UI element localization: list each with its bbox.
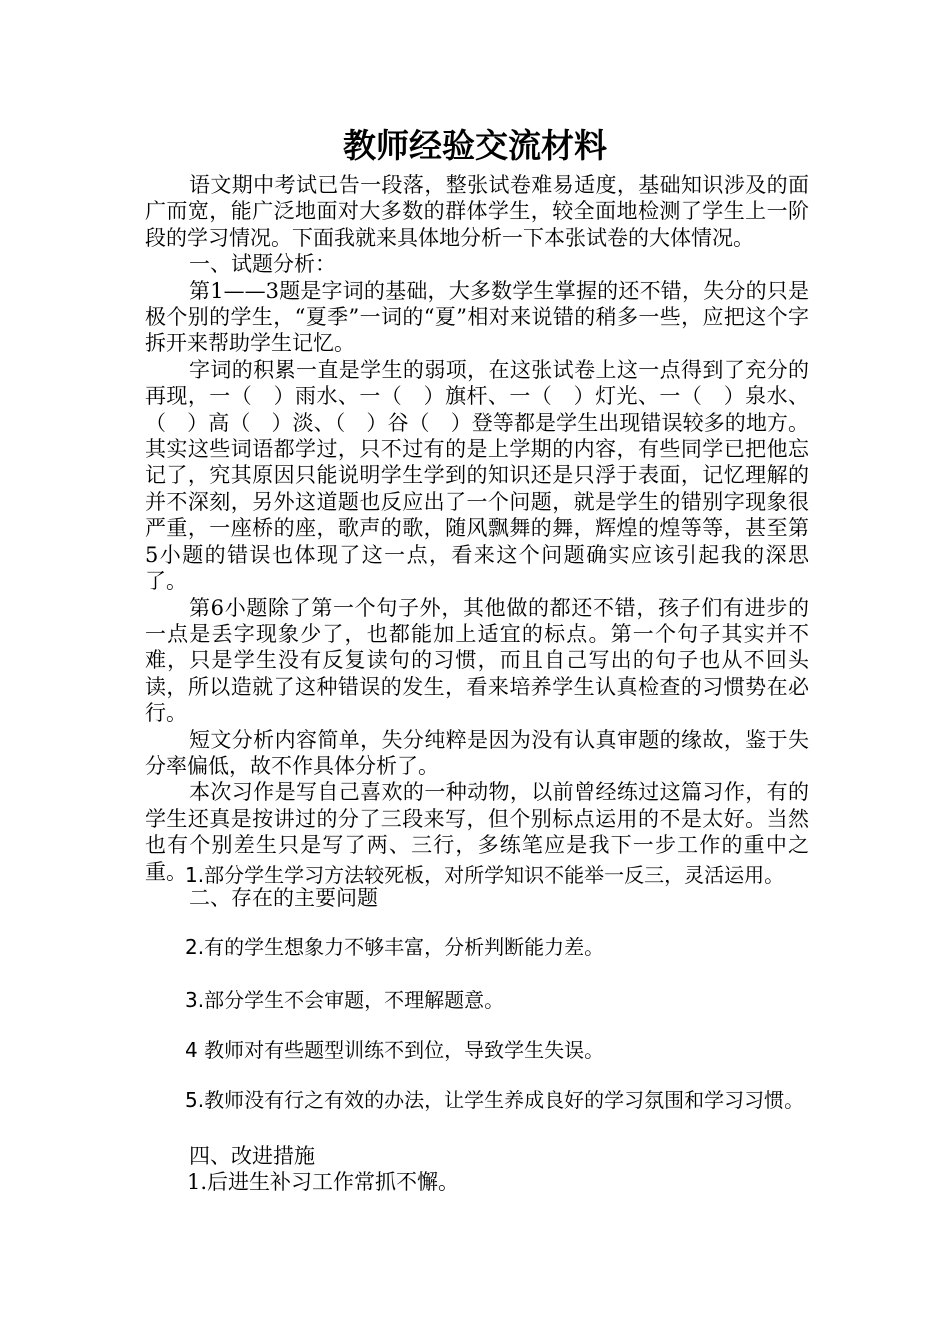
problem-item: 2.有的学生想象力不够丰富，分析判断能力差。 xyxy=(185,935,605,959)
problem-item: 5.教师没有行之有效的办法，让学生养成良好的学习氛围和学习习惯。 xyxy=(185,1088,805,1112)
measure-item: 1.后进生补习工作常抓不懈。 xyxy=(187,1170,460,1195)
paragraph-q6: 第6小题除了第一个句子外，其他做的都还不错，孩子们有进步的一点是丢字现象少了，也都能加上适宜的标点。第一个句子其实并不难，只是学生没有反复读句的习惯，而且自己写出的句子也从不回头读，所以造就了这种错误的发生，看来培养学生认真检查的习惯势在必行。 xyxy=(145,595,809,726)
problem-item: 4 教师对有些题型训练不到位，导致学生失误。 xyxy=(185,1038,605,1062)
document-title: 教师经验交流材料 xyxy=(343,126,607,165)
paragraph-vocabulary: 字词的积累一直是学生的弱项，在这张试卷上这一点得到了充分的再现，一（ ）雨水、一（ ）旗杆、一（ ）灯光、一（ ）泉水、（ ）高（ ）淡、（ ）谷（ ）登等都是学生出现错误较多的地方。其实这些词语都学过，只不过有的是上学期的内容，有些同学已把他忘记了，究其原因只能说明学生学到的知识还是只浮于表面，记忆理解的并不深刻，另外这道题也反应出了一个问题，就是学生的错别字现象很严重，一座桥的座，歌声的歌，随风飘舞的舞，辉煌的煌等等，甚至第5小题的错误也体现了这一点，看来这个问题确实应该引起我的深思了。 xyxy=(145,357,809,594)
paragraph-reading: 短文分析内容简单，失分纯粹是因为没有认真审题的缘故，鉴于失分率偏低，故不作具体分析了。 xyxy=(145,727,809,778)
measures-section xyxy=(145,1143,809,1196)
paragraph-intro: 语文期中考试已告一段落，整张试卷难易适度，基础知识涉及的面广而宽，能广泛地面对大多数的群体学生，较全面地检测了学生上一阶段的学习情况。下面我就来具体地分析一下本张试卷的大体情况。 xyxy=(145,173,809,250)
section-heading-measures: 四、改进措施 xyxy=(189,1144,315,1168)
problem-item: 1.部分学生学习方法较死板，对所学知识不能举一反三，灵活运用。 xyxy=(185,863,785,887)
paragraph-q1-3: 第1——3题是字词的基础，大多数学生掌握的还不错，失分的只是极个别的学生，“夏季”一词的“夏”相对来说错的稍多一些，应把这个字拆开来帮助学生记忆。 xyxy=(145,278,809,356)
section-heading-problems: 二、存在的主要问题 xyxy=(189,885,378,910)
problem-item: 3.部分学生不会审题，不理解题意。 xyxy=(185,988,505,1012)
document-body xyxy=(145,172,809,911)
section-heading-analysis: 一、试题分析： xyxy=(189,252,336,277)
paragraph-composition: 本次习作是写自己喜欢的一种动物，以前曾经练过这篇习作，有的学生还真是按讲过的分了三段来写，但个别标点运用的不是太好。当然也有个别差生只是写了两、三行，多练笔应是我下一步工作的重中之重。 xyxy=(145,780,809,884)
